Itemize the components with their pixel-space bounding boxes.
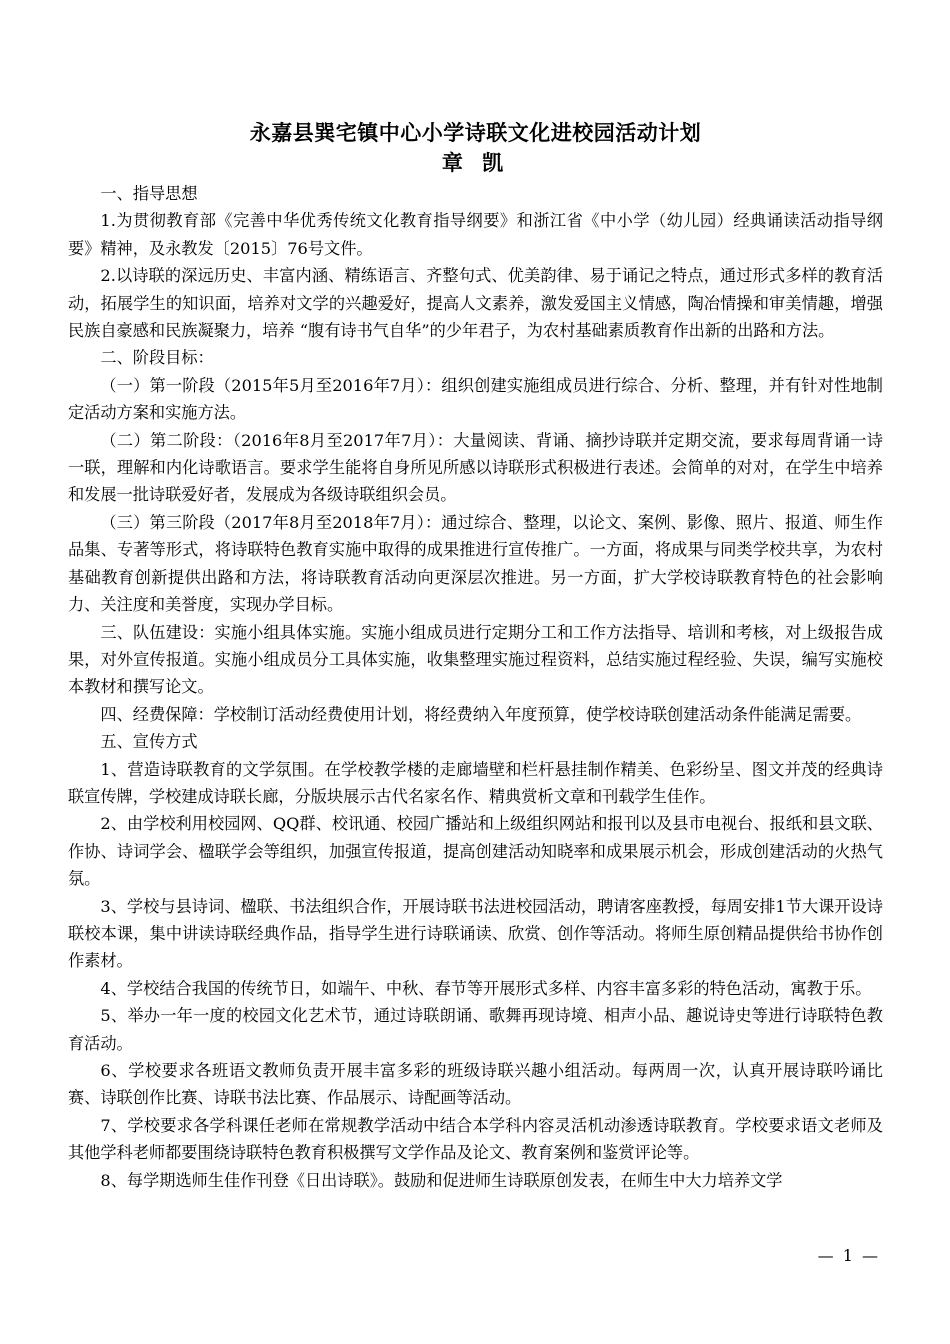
- document-body: [68, 180, 883, 1194]
- paragraph: 1.为贯彻教育部《完善中华优秀传统文化教育指导纲要》和浙江省《中小学（幼儿园）经典诵读活动指导纲要》精神，及永教发〔2015〕76号文件。: [68, 211, 883, 258]
- paragraph: （三）第三阶段（2017年8月至2018年7月）：通过综合、整理，以论文、案例、影像、照片、报道、师生作品集、专著等形式，将诗联特色教育实施中取得的成果推进行宣传推广。一方面，将成果与同类学校共享，为农村基础教育创新提供出路和方法，将诗联教育活动向更深层次推进。另一方面，扩大学校诗联教育特色的社会影响力、关注度和美誉度，实现办学目标。: [68, 512, 883, 615]
- section-heading: 二、阶段目标：: [100, 348, 214, 368]
- paragraph: 四、经费保障：学校制订活动经费使用计划，将经费纳入年度预算，使学校诗联创建活动条件能满足需要。: [100, 704, 862, 724]
- paragraph: 1、营造诗联教育的文学氛围。在学校教学楼的走廊墙壁和栏杆悬挂制作精美、色彩纷呈、图文并茂的经典诗联宣传牌，学校建成诗联长廊，分版块展示古代名家名作、精典赏析文章和刊载学生佳作。: [68, 759, 883, 806]
- paragraph: 6、学校要求各班语文教师负责开展丰富多彩的班级诗联兴趣小组活动。每两周一次，认真开展诗联吟诵比赛、诗联创作比赛、诗联书法比赛、作品展示、诗配画等活动。: [68, 1061, 883, 1108]
- section-heading: 五、宣传方式: [100, 732, 198, 752]
- paragraph: 2、由学校利用校园网、QQ群、校讯通、校园广播站和上级组织网站和报刊以及县市电视台、报纸和县文联、作协、诗词学会、楹联学会等组织，加强宣传报道，提高创建活动知晓率和成果展示机会，形成创建活动的火热气氛。: [68, 814, 883, 889]
- paragraph: 8、每学期选师生佳作刊登《日出诗联》。鼓励和促进师生诗联原创发表，在师生中大力培养文学: [100, 1170, 783, 1190]
- paragraph: （二）第二阶段：（2016年8月至2017年7月）：大量阅读、背诵、摘抄诗联并定期交流，要求每周背诵一诗一联，理解和内化诗歌语言。要求学生能将自身所见所感以诗联形式积极进行表述。会简单的对对，在学生中培养和发展一批诗联爱好者，发展成为各级诗联组织会员。: [68, 430, 883, 505]
- document-author: 章 凯: [441, 150, 510, 175]
- page-number: — 1 —: [817, 1246, 880, 1265]
- document-page: [68, 118, 883, 1194]
- paragraph: （一）第一阶段（2015年5月至2016年7月）：组织创建实施组成员进行综合、分析、整理，并有针对性地制定活动方案和实施方法。: [68, 375, 883, 423]
- paragraph: 3、学校与县诗词、楹联、书法组织合作，开展诗联书法进校园活动，聘请客座教授，每周安排1节大课开设诗联校本课，集中讲读诗联经典作品，指导学生进行诗联诵读、欣赏、创作等活动。将师生原创精品提供给书协作创作素材。: [68, 896, 883, 971]
- paragraph: 4、学校结合我国的传统节日，如端午、中秋、春节等开展形式多样、内容丰富多彩的特色活动，寓教于乐。: [100, 978, 872, 998]
- section-heading: 一、指导思想: [100, 184, 198, 203]
- document-title: 永嘉县巽宅镇中心小学诗联文化进校园活动计划: [249, 120, 702, 145]
- paragraph: 2.以诗联的深远历史、丰富内涵、精练语言、齐整句式、优美韵律、易于诵记之特点，通过形式多样的教育活动，拓展学生的知识面，培养对文学的兴趣爱好，提高人文素养，激发爱国主义情感，陶冶情操和审美情趣，增强民族自豪感和民族凝聚力，培养 “腹有诗书气自华”的少年君子，为农村基础素质教育作出新的出路和方法。: [68, 266, 883, 341]
- paragraph: 三、队伍建设：实施小组具体实施。实施小组成员进行定期分工和工作方法指导、培训和考核，对上级报告成果，对外宣传报道。实施小组成员分工具体实施，收集整理实施过程资料，总结实施过程经验、失误，编写实施校本教材和撰写论文。: [68, 622, 883, 697]
- paragraph: 7、学校要求各学科课任老师在常规教学活动中结合本学科内容灵活机动渗透诗联教育。学校要求语文老师及其他学科老师都要围绕诗联特色教育积极撰写文学作品及论文、教育案例和鉴赏评论等。: [68, 1115, 883, 1163]
- paragraph: 5、举办一年一度的校园文化艺术节，通过诗联朗诵、歌舞再现诗境、相声小品、趣说诗史等进行诗联特色教育活动。: [68, 1006, 883, 1053]
